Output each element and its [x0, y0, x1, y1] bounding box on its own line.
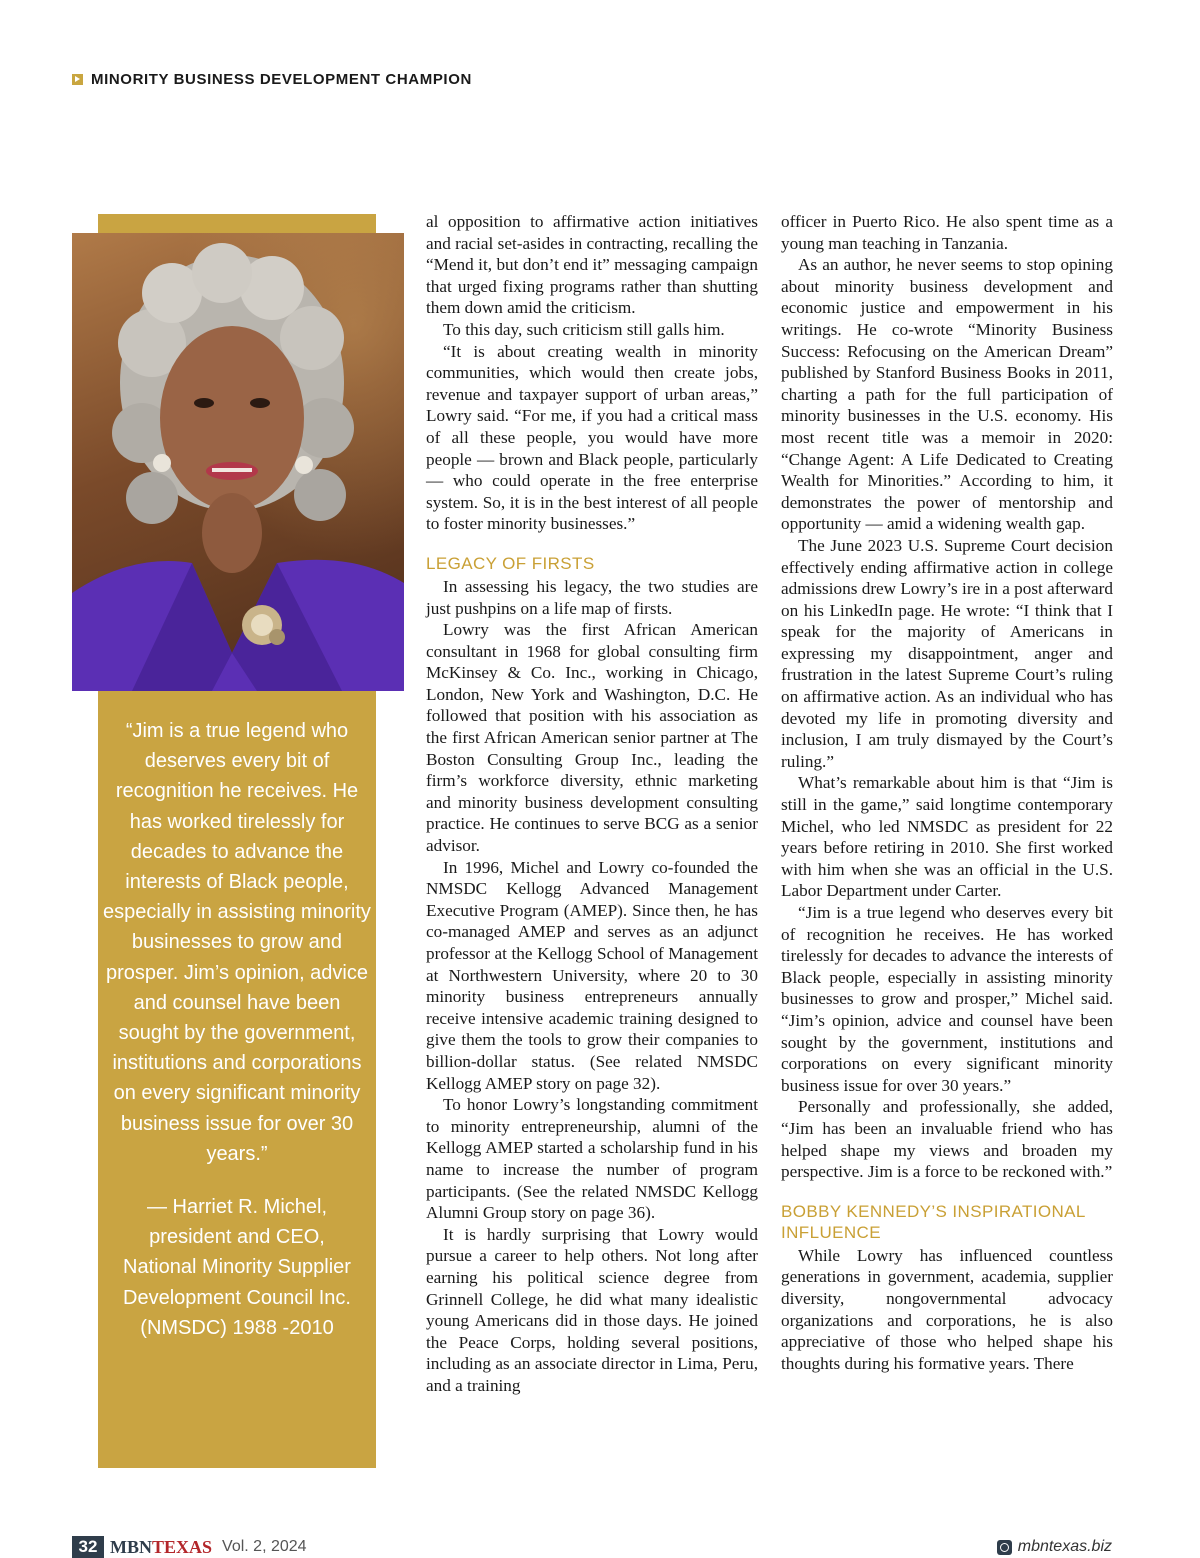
paragraph: Lowry was the first African American consultant in 1968 for global consulting firm McKinsey & Co. Inc., working in Chicago, London, New York and Washington, D.C. He followed that position with his association as the first African American senior partner at The Boston Consulting Group Inc., leading the firm’s workforce diversity, ethnic marketing and minority business development consulting practice. He continues to serve BCG as a senior advisor.	[426, 620, 758, 856]
footer-brand	[72, 1536, 307, 1558]
paragraph: To honor Lowry’s longstanding commitment to minority entrepreneurship, alumni of the Kellogg AMEP started a scholarship fund in his name to increase the number of program participants. (See the related NMSDC Kellogg Alumni Group story on page 36).	[426, 1095, 758, 1223]
paragraph: Personally and professionally, she added, “Jim has been an invaluable friend who has helped shape my views and broaden my perspective. Jim is a force to be reckoned with.”	[781, 1097, 1113, 1182]
arrow-right-icon	[72, 74, 83, 85]
globe-icon	[997, 1540, 1012, 1555]
paragraph: To this day, such criticism still galls him.	[443, 319, 725, 339]
paragraph: “Jim is a true legend who deserves every bit of recognition he receives. He has worked tirelessly for decades to advance the interests of Black people, especially in assisting minority businesses to grow and prosper,” Michel said. “Jim’s opinion, advice and counsel have been sought by the government, institutions and corporations on every significant minority business issue for over 30 years.”	[781, 903, 1113, 1095]
section-title: MINORITY BUSINESS DEVELOPMENT CHAMPION	[91, 70, 472, 88]
attribution-line: (NMSDC) 1988 -2010	[140, 1316, 334, 1339]
portrait-photo	[72, 233, 404, 691]
article-column-right	[781, 211, 1113, 1374]
paragraph: “It is about creating wealth in minority communities, which would then create jobs, revenue and taxpayer support of urban areas,” Lowry said. “For me, if you had a critical mass of all these people, you would have more people — brown and Black people, particularly — who could operate in the free enterprise system. So, it is in the best interest of all people to foster minority businesses.”	[426, 341, 758, 534]
section-header	[72, 68, 472, 90]
attribution-line: president and CEO,	[149, 1226, 325, 1249]
footer-website[interactable]	[997, 1538, 1112, 1556]
pull-quote	[98, 716, 376, 1343]
paragraph: As an author, he never seems to stop opining about minority business development and economic justice and empowerment in his writings. He co-wrote “Minority Business Success: Refocusing on the American Dream” published by Stanford Business Books in 2011, charting a path for the full participation of minority businesses in the U.S. economy. His most recent title was a memoir in 2020: “Change Agent: A Life Dedicated to Creating Wealth for Minorities.” According to him, it demonstrates the power of mentorship and opportunity — amid a widening wealth gap.	[781, 255, 1113, 534]
paragraph: The June 2023 U.S. Supreme Court decision effectively ending affirmative action in college admissions drew Lowry’s ire in a post afterward on his LinkedIn page. He wrote: “I think that I speak for the majority of Americans in expressing my disappointment, anger and frustration in the latest Supreme Court’s ruling on affirmative action. As an individual who has devoted my life in promoting diversity and inclusion, I am truly dismayed by the Court’s ruling.”	[781, 535, 1113, 771]
pull-quote-text: “Jim is a true legend who deserves every bit of recognition he receives. He has worked tirelessly for decades to advance the interests of Black people, especially in assisting minority businesses to grow and prosper. Jim’s opinion, advice and counsel have been sought by the government, institutions and corporations on every significant minority business issue for over 30 years.”	[103, 720, 371, 1165]
attribution-line: National Minority Supplier	[123, 1256, 351, 1279]
subheading-legacy: LEGACY OF FIRSTS	[426, 553, 595, 573]
attribution-line: Development Council Inc.	[123, 1286, 351, 1309]
attribution-line: — Harriet R. Michel,	[146, 1196, 328, 1219]
paragraph: While Lowry has influenced countless generations in government, academia, supplier diversity, nongovernmental advocacy organizations and corporations, he is also appreciative of those who helped shape his thoughts during his formative years. There	[781, 1245, 1113, 1373]
subheading-kennedy: BOBBY KENNEDY’S INSPIRATIONAL INFLUENCE	[781, 1201, 1086, 1242]
paragraph: It is hardly surprising that Lowry would pursue a career to help others. Not long after earning his political science degree from Grinnell College, he did what many idealistic young Americans did in those days. He joined the Peace Corps, holding several positions, including as an associate director in Lima, Peru, and a training	[426, 1224, 758, 1395]
brand-texas: TEXAS	[152, 1536, 213, 1557]
issue-label: Vol. 2, 2024	[222, 1538, 307, 1555]
paragraph: al opposition to affirmative action initiatives and racial set-asides in contracting, recalling the “Mend it, but don’t end it” messaging campaign that urged fixing programs rather than shutting them down amid the criticism.	[426, 212, 758, 318]
page-number: 32	[72, 1536, 104, 1558]
portrait-illustration	[72, 233, 404, 691]
paragraph: What’s remarkable about him is that “Jim is still in the game,” said longtime contemporary Michel, who led NMSDC as president for 22 years before retiring in 2010. She first worked with him when she was an official in the U.S. Labor Department under Carter.	[781, 773, 1113, 901]
paragraph: In 1996, Michel and Lowry co-founded the NMSDC Kellogg Advanced Management Executive Program (AMEP). Since then, he has co-managed AMEP and serves as an adjunct professor at the Kellogg School of Management at Northwestern University, where 20 to 30 minority business entrepreneurs annually receive intensive academic training designed to give them the tools to grow their companies to billion-dollar status. (See related NMSDC Kellogg AMEP story on page 32).	[426, 857, 758, 1093]
article-column-middle	[426, 211, 758, 1396]
website-link[interactable]: mbntexas.biz	[1017, 1538, 1112, 1555]
paragraph: In assessing his legacy, the two studies are just pushpins on a life map of firsts.	[426, 576, 758, 618]
pull-quote-attribution	[103, 1192, 371, 1343]
paragraph: officer in Puerto Rico. He also spent time as a young man teaching in Tanzania.	[781, 212, 1113, 253]
brand-mbn: MBN	[110, 1536, 152, 1557]
